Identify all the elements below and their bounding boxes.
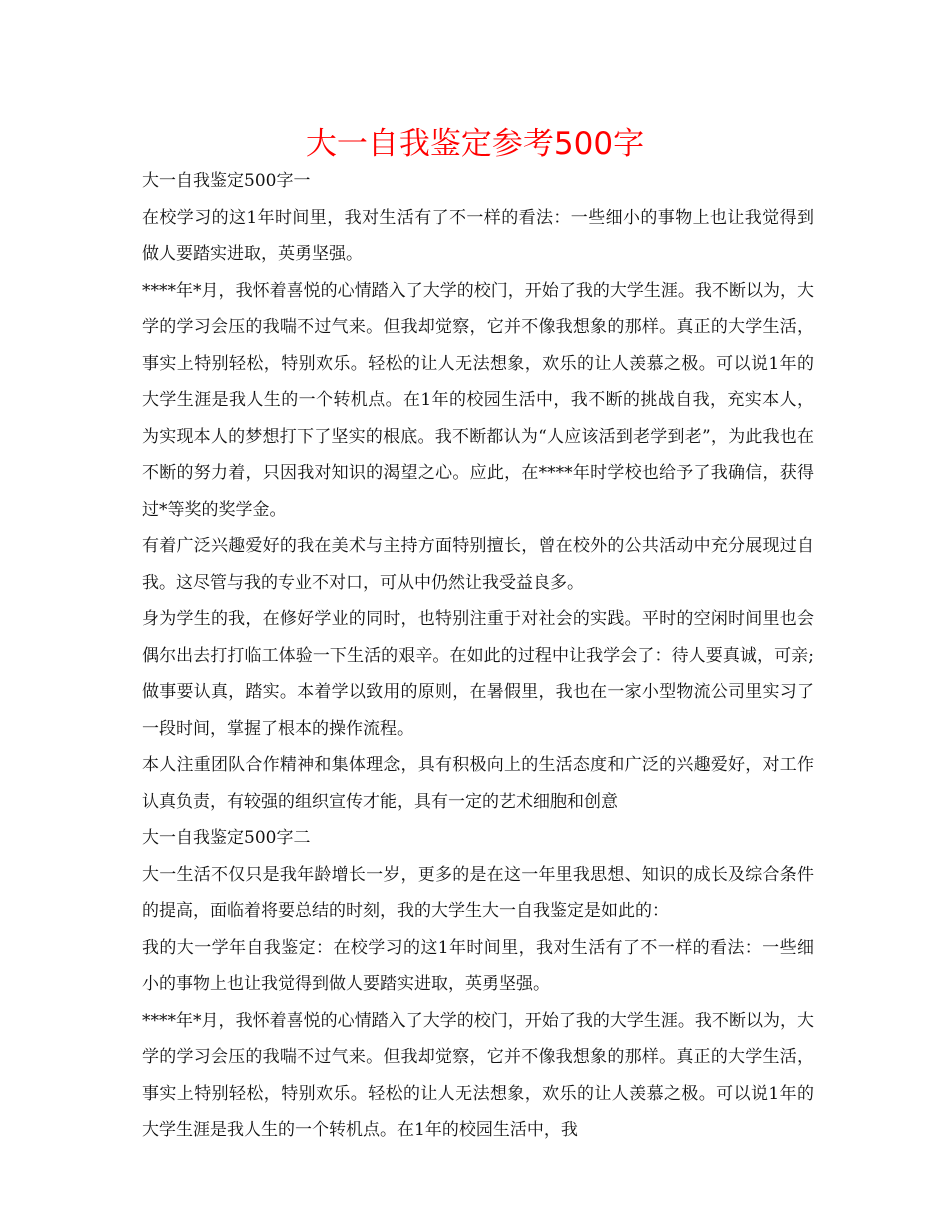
document-body: [142, 163, 814, 1149]
paragraph: ****年*月，我怀着喜悦的心情踏入了大学的校门，开始了我的大学生涯。我不断以为，大学的学习会压的我喘不过气来。但我却觉察，它并不像我想象的那样。真正的大学生活，事实上特别轻松，特别欢乐。轻松的让人无法想象，欢乐的让人羡慕之极。可以说1年的大学生涯是我人生的一个转机点。在1年的校园生活中，我不断的挑战自我，充实本人，为实现本人的梦想打下了坚实的根底。我不断都认为“人应该活到老学到老”，为此我也在不断的努力着，只因我对知识的渴望之心。应此，在****年时学校也给予了我确信，获得过*等奖的奖学金。: [142, 280, 814, 520]
section-heading-1: 大一自我鉴定500字一: [142, 171, 311, 191]
paragraph: 在校学习的这1年时间里，我对生活有了不一样的看法：一些细小的事物上也让我觉得到做人要踏实进取，英勇坚强。: [142, 207, 814, 264]
section-heading-2: 大一自我鉴定500字二: [142, 828, 311, 848]
paragraph: 本人注重团队合作精神和集体理念，具有积极向上的生活态度和广泛的兴趣爱好，对工作认真负责，有较强的组织宣传才能，具有一定的艺术细胞和创意: [142, 755, 814, 812]
document-title: 大一自我鉴定参考500字: [305, 126, 645, 162]
paragraph: 身为学生的我，在修好学业的同时，也特别注重于对社会的实践。平时的空闲时间里也会偶尔出去打打临工体验一下生活的艰辛。在如此的过程中让我学会了：待人要真诚，可亲;做事要认真，踏实。本着学以致用的原则，在暑假里，我也在一家小型物流公司里实习了一段时间，掌握了根本的操作流程。: [142, 609, 814, 739]
paragraph: 我的大一学年自我鉴定：在校学习的这1年时间里，我对生活有了不一样的看法：一些细小的事物上也让我觉得到做人要踏实进取，英勇坚强。: [142, 937, 814, 994]
paragraph: ****年*月，我怀着喜悦的心情踏入了大学的校门，开始了我的大学生涯。我不断以为，大学的学习会压的我喘不过气来。但我却觉察，它并不像我想象的那样。真正的大学生活，事实上特别轻松，特别欢乐。轻松的让人无法想象，欢乐的让人羡慕之极。可以说1年的大学生涯是我人生的一个转机点。在1年的校园生活中，我: [142, 1010, 814, 1140]
paragraph: 大一生活不仅只是我年龄增长一岁，更多的是在这一年里我思想、知识的成长及综合条件的提高，面临着将要总结的时刻，我的大学生大一自我鉴定是如此的：: [142, 864, 814, 921]
paragraph: 有着广泛兴趣爱好的我在美术与主持方面特别擅长，曾在校外的公共活动中充分展现过自我。这尽管与我的专业不对口，可从中仍然让我受益良多。: [142, 536, 814, 593]
